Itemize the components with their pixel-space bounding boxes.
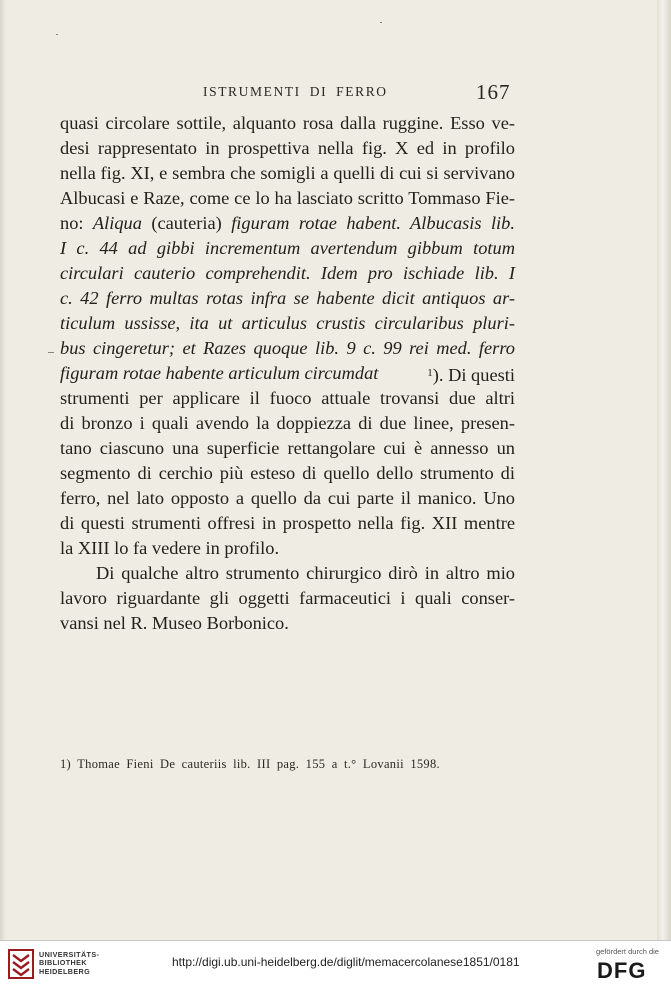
text-line: lavoro riguardante gli oggetti farmaceutici i quali conser- [60, 588, 515, 608]
text-line-italic [60, 261, 515, 286]
italic-quote: circulari cauterio comprehendit. Idem pro ischiade lib. I [60, 263, 515, 283]
university-name-line: BIBLIOTHEK [39, 958, 87, 968]
permalink-url[interactable]: http://digi.ub.uni-heidelberg.de/diglit/memacercolanese1851/0181 [172, 955, 520, 969]
footnote-reference[interactable]: 1 [427, 367, 433, 379]
text-line: desi rappresentato in prospettiva nella fig. X ed in profilo [60, 138, 515, 158]
paper-speck [380, 22, 382, 23]
text-line: Di qualche altro strumento chirurgico dirò in altro mio [96, 563, 515, 583]
university-name-line: UNIVERSITÄTS- [39, 950, 100, 959]
text-fragment [427, 361, 515, 386]
running-head [0, 80, 671, 106]
text-line: segmento di cerchio più esteso di quello dello strumento di [60, 463, 515, 483]
text-line-mixed [60, 211, 515, 236]
italic-quote: figuram rotae habente articulum circumdat [60, 363, 379, 383]
university-name[interactable] [39, 951, 99, 976]
text-line: ferro, nel lato opposto a quello da cui parte il manico. Uno [60, 488, 515, 508]
italic-quote: bus cingeretur; et Razes quoque lib. 9 c. 99 rei med. ferro [60, 338, 515, 358]
running-title: ISTRUMENTI DI FERRO [203, 84, 388, 99]
text-line: di questi strumenti offresi in prospetto nella fig. XII mentre [60, 513, 515, 533]
italic-quote: Aliqua [92, 213, 142, 233]
viewer-footer [0, 940, 671, 986]
footnote-text: Thomae Fieni De cauteriis lib. III pag. 155 a t.° Lovanii 1598. [77, 757, 440, 771]
text-fragment: (cauteria) [151, 213, 222, 233]
text-line-mixed [60, 361, 515, 386]
dfg-logo[interactable]: DFG [597, 958, 647, 983]
italic-quote: figuram rotae habent. Albucasis lib. [231, 213, 515, 233]
page-number: 167 [476, 80, 511, 104]
italic-quote: c. 42 ferro multas rotas infra se habente dicit antiquos ar- [60, 288, 515, 308]
text-line: quasi circolare sottile, alquanto rosa dalla ruggine. Esso ve- [60, 113, 515, 133]
text-line-italic [60, 336, 515, 361]
text-fragment: no: [60, 213, 84, 233]
text-line-italic [60, 311, 515, 336]
italic-quote: ticulum ussisse, ita ut articulus crustis circularibus pluri- [60, 313, 515, 333]
paper-speck [56, 34, 58, 35]
text-line: tano ciascuno una superficie rettangolare cui è annesso un [60, 438, 515, 458]
university-logo-icon[interactable] [8, 949, 34, 979]
paper-speck [48, 352, 54, 353]
text-fragment: ). Di questi [432, 365, 515, 385]
text-line: strumenti per applicare il fuoco attuale trovansi due altri [60, 388, 515, 408]
page-edge [657, 0, 671, 940]
text-line: Albucasi e Raze, come ce lo ha lasciato scritto Tommaso Fie- [60, 188, 515, 208]
italic-quote: I c. 44 ad gibbi incrementum avertendum gibbum totum [60, 238, 515, 258]
text-line: di bronzo i quali avendo la doppiezza di due linee, presen- [60, 413, 515, 433]
text-line: la XIII lo fa vedere in profilo. [60, 538, 280, 558]
sponsor-label: gefördert durch die [596, 947, 659, 956]
text-line: vansi nel R. Museo Borbonico. [60, 613, 289, 633]
footnote-marker: 1) [60, 757, 72, 771]
text-line: nella fig. XI, e sembra che somigli a quelli di cui si servivano [60, 163, 515, 183]
university-name-line: HEIDELBERG [39, 966, 91, 976]
body-text [60, 111, 515, 636]
page-gutter-shadow [0, 0, 6, 940]
text-line-italic [60, 236, 515, 261]
footnote [60, 757, 530, 772]
text-line-italic [60, 286, 515, 311]
